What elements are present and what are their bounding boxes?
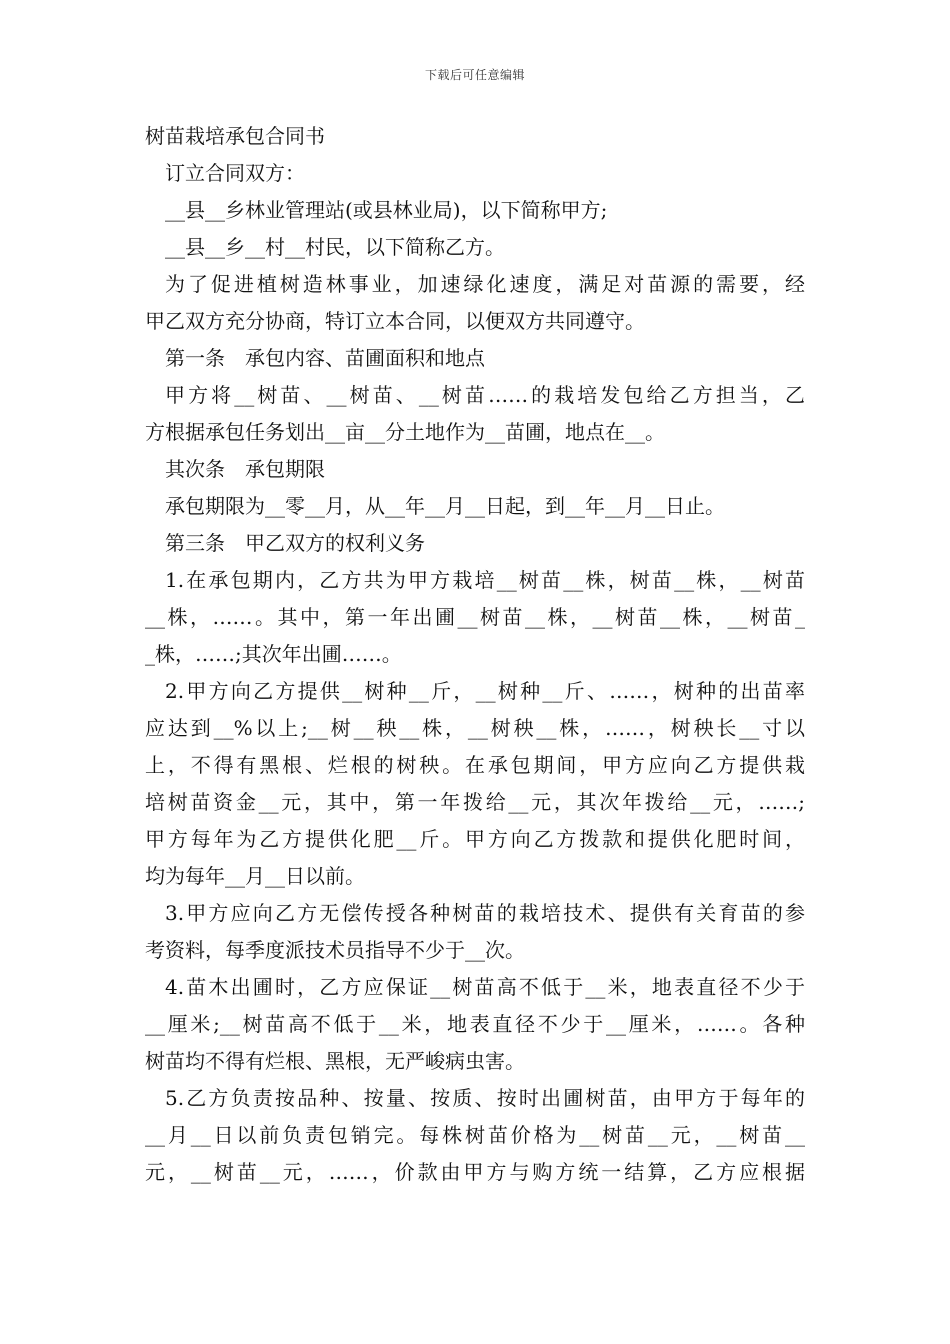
document-line: __县__乡__村__村民，以下简称乙方。 bbox=[165, 235, 505, 259]
document-line: 方根据承包任务划出__亩__分土地作为__苗圃，地点在__。 bbox=[145, 420, 665, 444]
document-line: _株，……;其次年出圃……。 bbox=[145, 642, 402, 666]
document-line: 其次条 承包期限 bbox=[165, 457, 325, 481]
document-line: 承包期限为__零__月，从__年__月__日起，到__年__月__日止。 bbox=[165, 494, 725, 518]
document-line: 元，__树苗__元，……，价款由甲方与购方统一结算，乙方应根据 bbox=[145, 1160, 805, 1184]
document-line: 为了促进植树造林事业，加速绿化速度，满足对苗源的需要，经 bbox=[165, 272, 805, 296]
document-line: 第一条 承包内容、苗圃面积和地点 bbox=[165, 346, 485, 370]
document-line: __株，……。其中，第一年出圃__树苗__株，__树苗__株，__树苗_ bbox=[145, 605, 805, 629]
document-line: 5.乙方负责按品种、按量、按质、按时出圃树苗，由甲方于每年的 bbox=[165, 1086, 805, 1110]
document-line: 上，不得有黑根、烂根的树秧。在承包期间，甲方应向乙方提供栽 bbox=[145, 753, 805, 777]
document-line: 培树苗资金__元，其中，第一年拨给__元，其次年拨给__元，……; bbox=[145, 790, 805, 814]
document-line: 订立合同双方： bbox=[165, 161, 305, 185]
document-line: 应达到__%以上;__树__秧__株，__树秧__株，……，树秧长__寸以 bbox=[145, 716, 805, 740]
document-line: 1.在承包期内，乙方共为甲方栽培__树苗__株，树苗__株，__树苗 bbox=[165, 568, 805, 592]
document-title: 树苗栽培承包合同书 bbox=[145, 124, 325, 148]
document-line: 甲方将__树苗、__树苗、__树苗……的栽培发包给乙方担当，乙 bbox=[165, 383, 805, 407]
document-line: 第三条 甲乙双方的权利义务 bbox=[165, 531, 425, 555]
document-body bbox=[145, 118, 805, 1191]
document-line: 考资料，每季度派技术员指导不少于__次。 bbox=[145, 938, 525, 962]
document-line: 2.甲方向乙方提供__树种__斤，__树种__斤、……，树种的出苗率 bbox=[165, 679, 805, 703]
document-line: 甲乙双方充分协商，特订立本合同，以便双方共同遵守。 bbox=[145, 309, 645, 333]
document-line: 3.甲方应向乙方无偿传授各种树苗的栽培技术、提供有关育苗的参 bbox=[165, 901, 805, 925]
document-line: __县__乡林业管理站(或县林业局)，以下简称甲方; bbox=[165, 198, 608, 222]
document-line: __月__日以前负责包销完。每株树苗价格为__树苗__元，__树苗__ bbox=[145, 1123, 805, 1147]
header-note: 下载后可任意编辑 bbox=[424, 68, 525, 82]
document-line: 4.苗木出圃时，乙方应保证__树苗高不低于__米，地表直径不少于 bbox=[165, 975, 805, 999]
document-line: 均为每年__月__日以前。 bbox=[145, 864, 365, 888]
document-line: 树苗均不得有烂根、黑根，无严峻病虫害。 bbox=[145, 1049, 525, 1073]
document-line: __厘米;__树苗高不低于__米，地表直径不少于__厘米，……。各种 bbox=[145, 1012, 805, 1036]
document-line: 甲方每年为乙方提供化肥__斤。甲方向乙方拨款和提供化肥时间， bbox=[145, 827, 805, 851]
